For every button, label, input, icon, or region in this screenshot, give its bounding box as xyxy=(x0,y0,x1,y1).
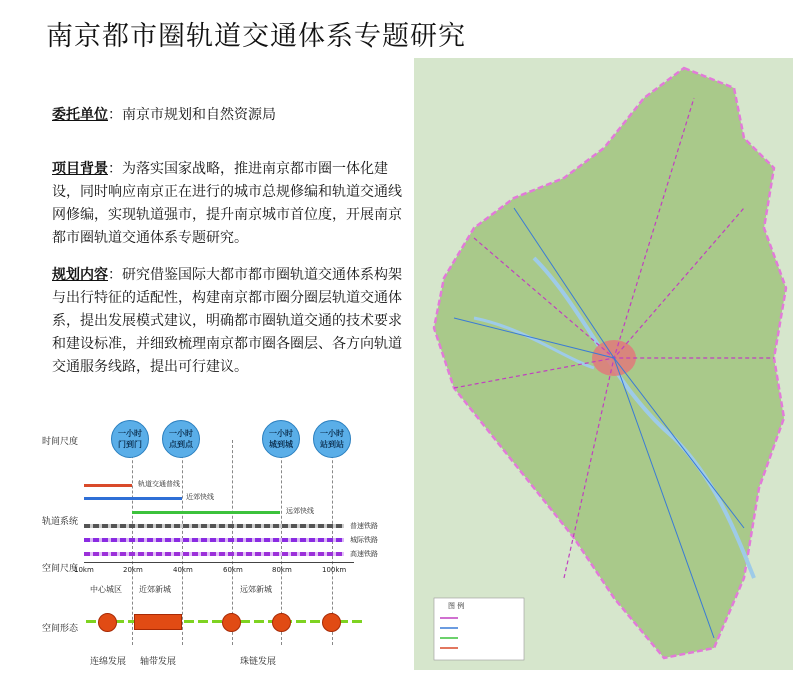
background-label: 项目背景 xyxy=(52,161,108,177)
client-label: 委托单位 xyxy=(52,107,108,123)
node-dot xyxy=(272,613,291,632)
node-dot xyxy=(322,613,341,632)
suburban-express-label: 近郊快线 xyxy=(186,493,214,501)
metro-line-label: 轨道交通普线 xyxy=(138,480,180,488)
background-paragraph xyxy=(52,158,404,250)
high-speed-rail-label: 高速铁路 xyxy=(350,550,378,558)
divider-line xyxy=(132,440,133,645)
row-label-form: 空间形态 xyxy=(42,624,79,634)
distance-axis xyxy=(84,562,354,563)
distance-tick: 40km xyxy=(173,566,193,574)
client-paragraph xyxy=(52,104,404,127)
metro-area-map xyxy=(414,58,793,670)
distance-tick: 100km xyxy=(322,566,347,574)
content-label: 规划内容 xyxy=(52,267,108,283)
mode-contiguous-label: 连绵发展 xyxy=(90,657,127,667)
outer-express-bar xyxy=(132,511,280,514)
background-text: ：为落实国家战略，推进南京都市圈一体化建设，同时响应南京正在进行的城市总规修编和轨道交通线网修编，实现轨道强市，提升南京城市首位度，开展南京都市圈轨道交通体系专题研究。 xyxy=(52,161,402,246)
row-label-space: 空间尺度 xyxy=(42,564,79,574)
rail-system-diagram xyxy=(34,418,394,680)
axial-band-block xyxy=(134,614,182,630)
row-label-time: 时间尺度 xyxy=(42,437,79,447)
distance-tick: 20km xyxy=(123,566,143,574)
metro-line-bar xyxy=(84,484,132,487)
row-label-rail: 轨道系统 xyxy=(42,517,79,527)
time-bubble: 一小时 站到站 xyxy=(313,420,351,458)
divider-line xyxy=(182,440,183,645)
distance-tick: 10km xyxy=(74,566,94,574)
distance-tick: 80km xyxy=(272,566,292,574)
conventional-rail-bar xyxy=(84,524,344,528)
map-image xyxy=(414,58,793,670)
time-bubble: 一小时 门到门 xyxy=(111,420,149,458)
node-dot xyxy=(98,613,117,632)
client-text: ：南京市规划和自然资源局 xyxy=(108,107,276,123)
page-title: 南京都市圈轨道交通体系专题研究 xyxy=(46,21,466,52)
zone-core-label: 中心城区 xyxy=(90,585,122,594)
high-speed-rail-bar xyxy=(84,552,344,556)
node-dot xyxy=(222,613,241,632)
distance-tick: 60km xyxy=(223,566,243,574)
time-bubble: 一小时 城到城 xyxy=(262,420,300,458)
outer-express-label: 远郊快线 xyxy=(286,507,314,515)
time-bubble: 一小时 点到点 xyxy=(162,420,200,458)
mode-axial-label: 轴带发展 xyxy=(140,657,177,667)
content-paragraph xyxy=(52,264,404,379)
zone-far-label: 远郊新城 xyxy=(240,585,272,594)
content-text: ：研究借鉴国际大都市都市圈轨道交通体系构架与出行特征的适配性，构建南京都市圈分圈层轨道交通体系，提出发展模式建议，明确都市圈轨道交通的技术要求和建设标准，并细致梳理南京都市圈各圈层、各方向轨道交通服务线路，提出可行建议。 xyxy=(52,267,402,375)
conventional-rail-label: 普速铁路 xyxy=(350,522,378,530)
intercity-rail-bar xyxy=(84,538,344,542)
legend-title: 图 例 xyxy=(448,602,465,610)
mode-chain-label: 珠链发展 xyxy=(240,657,277,667)
suburban-express-bar xyxy=(84,497,182,500)
intercity-rail-label: 城际铁路 xyxy=(350,536,378,544)
zone-near-label: 近郊新城 xyxy=(139,585,171,594)
